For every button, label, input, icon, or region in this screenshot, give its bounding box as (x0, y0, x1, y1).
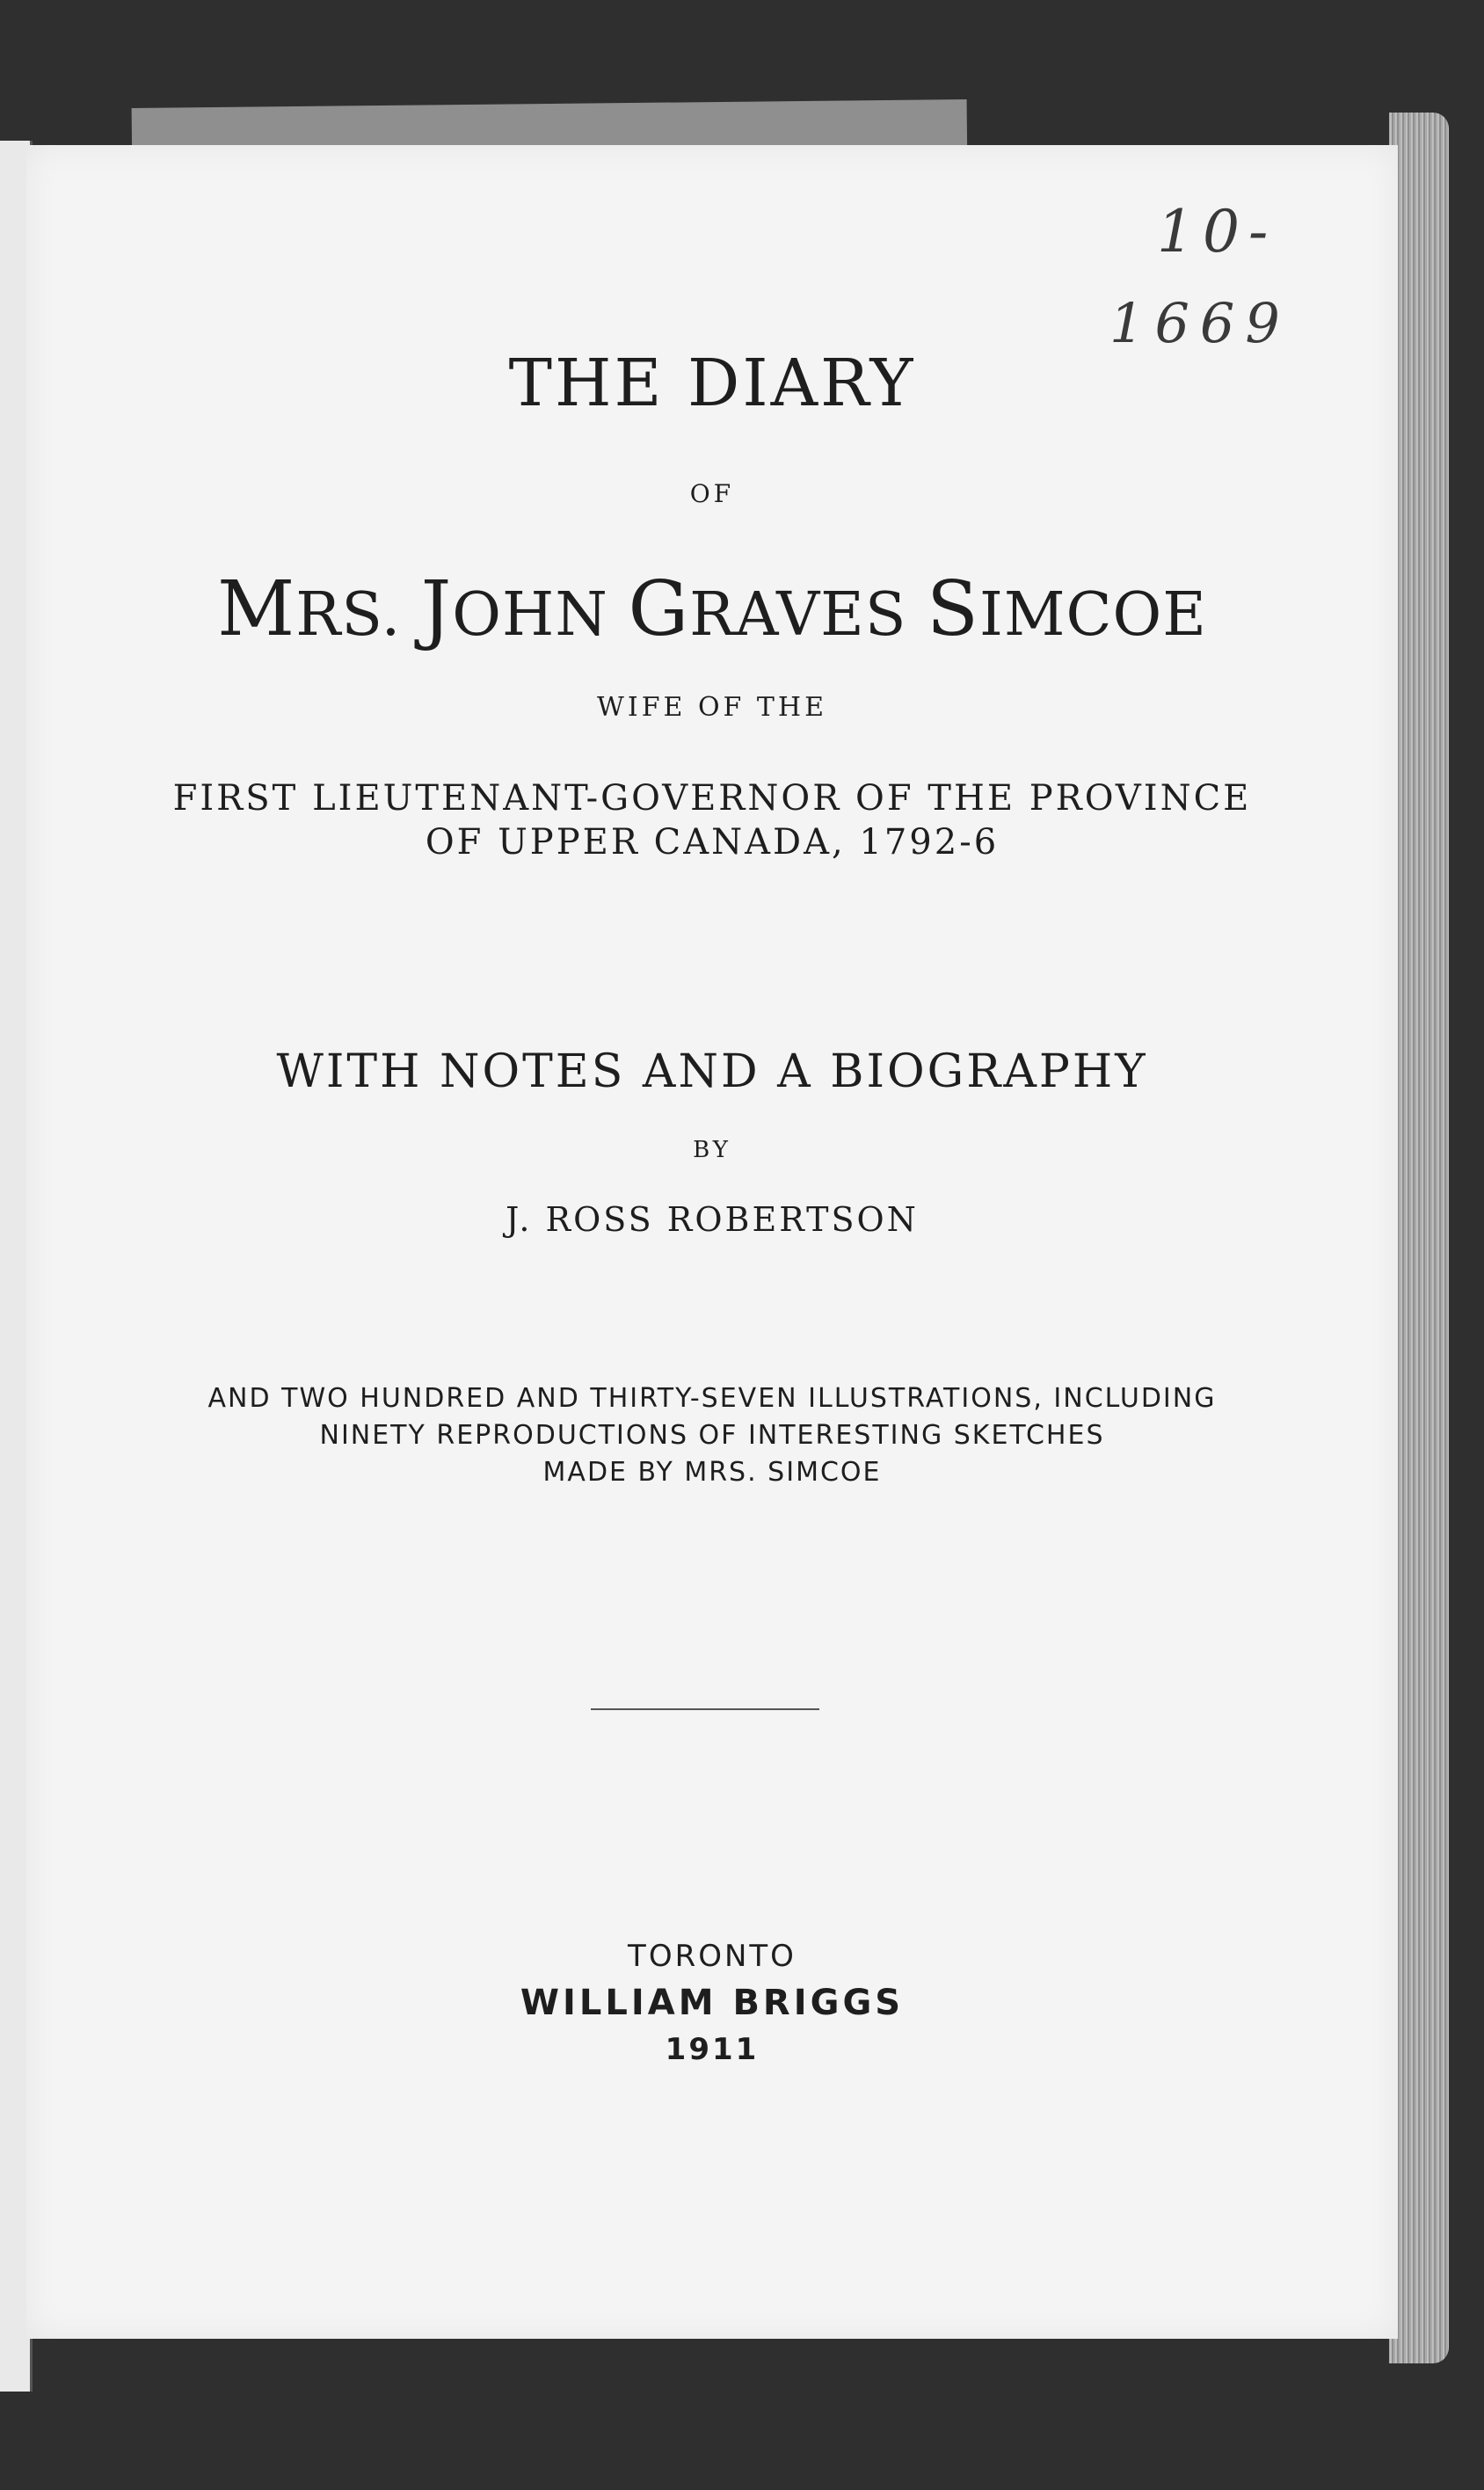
name-part: S (927, 565, 979, 653)
illustrations-line-2: NINETY REPRODUCTIONS OF INTERESTING SKETCHES (319, 1420, 1105, 1451)
name-part: RAVES (689, 580, 928, 650)
illustrations-line-3: MADE BY MRS. SIMCOE (542, 1457, 882, 1488)
handwritten-note-line-1: 10- (1157, 198, 1277, 266)
book-page-edges (1389, 113, 1449, 2363)
name-part: M (217, 565, 296, 653)
of-label: OF (689, 479, 735, 508)
by-label: BY (693, 1137, 731, 1163)
publisher-city: TORONTO (628, 1939, 797, 1974)
author-subject-name (26, 565, 1398, 653)
name-part: RS. (295, 580, 421, 650)
subtitle-line-2: OF UPPER CANADA, 1792-6 (425, 822, 1000, 863)
handwritten-note-line-2: 1669 (1109, 291, 1291, 355)
divider-rule (591, 1708, 819, 1710)
notes-line: WITH NOTES AND A BIOGRAPHY (276, 1045, 1148, 1098)
title-page (26, 145, 1398, 2339)
name-part: J (420, 565, 453, 653)
publisher-name: WILLIAM BRIGGS (520, 1983, 905, 2023)
editor-name: J. ROSS ROBERTSON (506, 1200, 919, 1239)
wife-of-label: WIFE OF THE (597, 692, 827, 723)
illustrations-line-1: AND TWO HUNDRED AND THIRTY-SEVEN ILLUSTRATIONS, INCLUDING (207, 1383, 1217, 1414)
name-part: G (628, 565, 690, 653)
name-part: OHN (452, 580, 629, 650)
book-title: THE DIARY (508, 346, 916, 421)
subtitle-line-1: FIRST LIEUTENANT-GOVERNOR OF THE PROVINCE (172, 778, 1252, 819)
publication-year: 1911 (665, 2032, 760, 2067)
name-part: IMCOE (978, 580, 1207, 650)
